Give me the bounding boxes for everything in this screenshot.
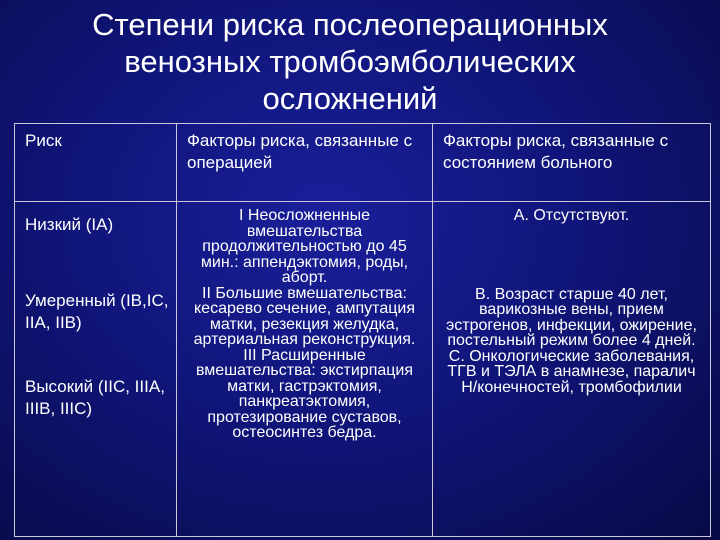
risk-table [14, 123, 711, 537]
title-line-3: осложнений [262, 81, 438, 116]
table-body-row [15, 202, 711, 537]
operation-factor-2: II Большие вмешательства: кесарево сечение, ампутация матки, резекция желудка, артериальная реконструкция. [193, 284, 416, 348]
risk-moderate: Умеренный (IB,IC, IIA, IIB) [25, 291, 169, 332]
title-line-2: венозных тромбоэмболических [124, 44, 576, 79]
header-patient-factors: Факторы риска, связанные с состоянием больного [433, 124, 711, 202]
header-operation-factors: Факторы риска, связанные с операцией [177, 124, 433, 202]
title-line-1: Степени риска послеоперационных [92, 7, 608, 42]
patient-factor-b: В. Возраст старше 40 лет, варикозные вены, прием эстрогенов, инфекции, ожирение, постельный режим более 4 дней. [446, 285, 697, 349]
risk-low: Низкий (IA) [25, 215, 114, 234]
patient-factor-c: С. Онкологические заболевания, ТГВ и ТЭЛА в анамнезе, паралич Н/конечностей, тромбофилии [447, 347, 696, 396]
slide-title [60, 6, 640, 117]
patient-factors-cell [433, 202, 711, 537]
table-header-row [15, 124, 711, 202]
patient-factor-a: А. Отсутствуют. [513, 207, 630, 224]
risk-high: Высокий (IIC, IIIA, IIIB, IIIC) [25, 377, 165, 418]
operation-factor-3: III Расширенные вмешательства: экстирпация матки, гастрэктомия, панкреатэктомия, протезирование суставов, остеосинтез бедра. [195, 346, 414, 441]
operation-factors-cell [177, 202, 433, 537]
header-risk: Риск [15, 124, 177, 202]
operation-factor-1: I Неосложненные вмешательства продолжительностью до 45 мин.: аппендэктомия, роды, аборт. [200, 207, 409, 286]
risk-levels-cell [15, 202, 177, 537]
